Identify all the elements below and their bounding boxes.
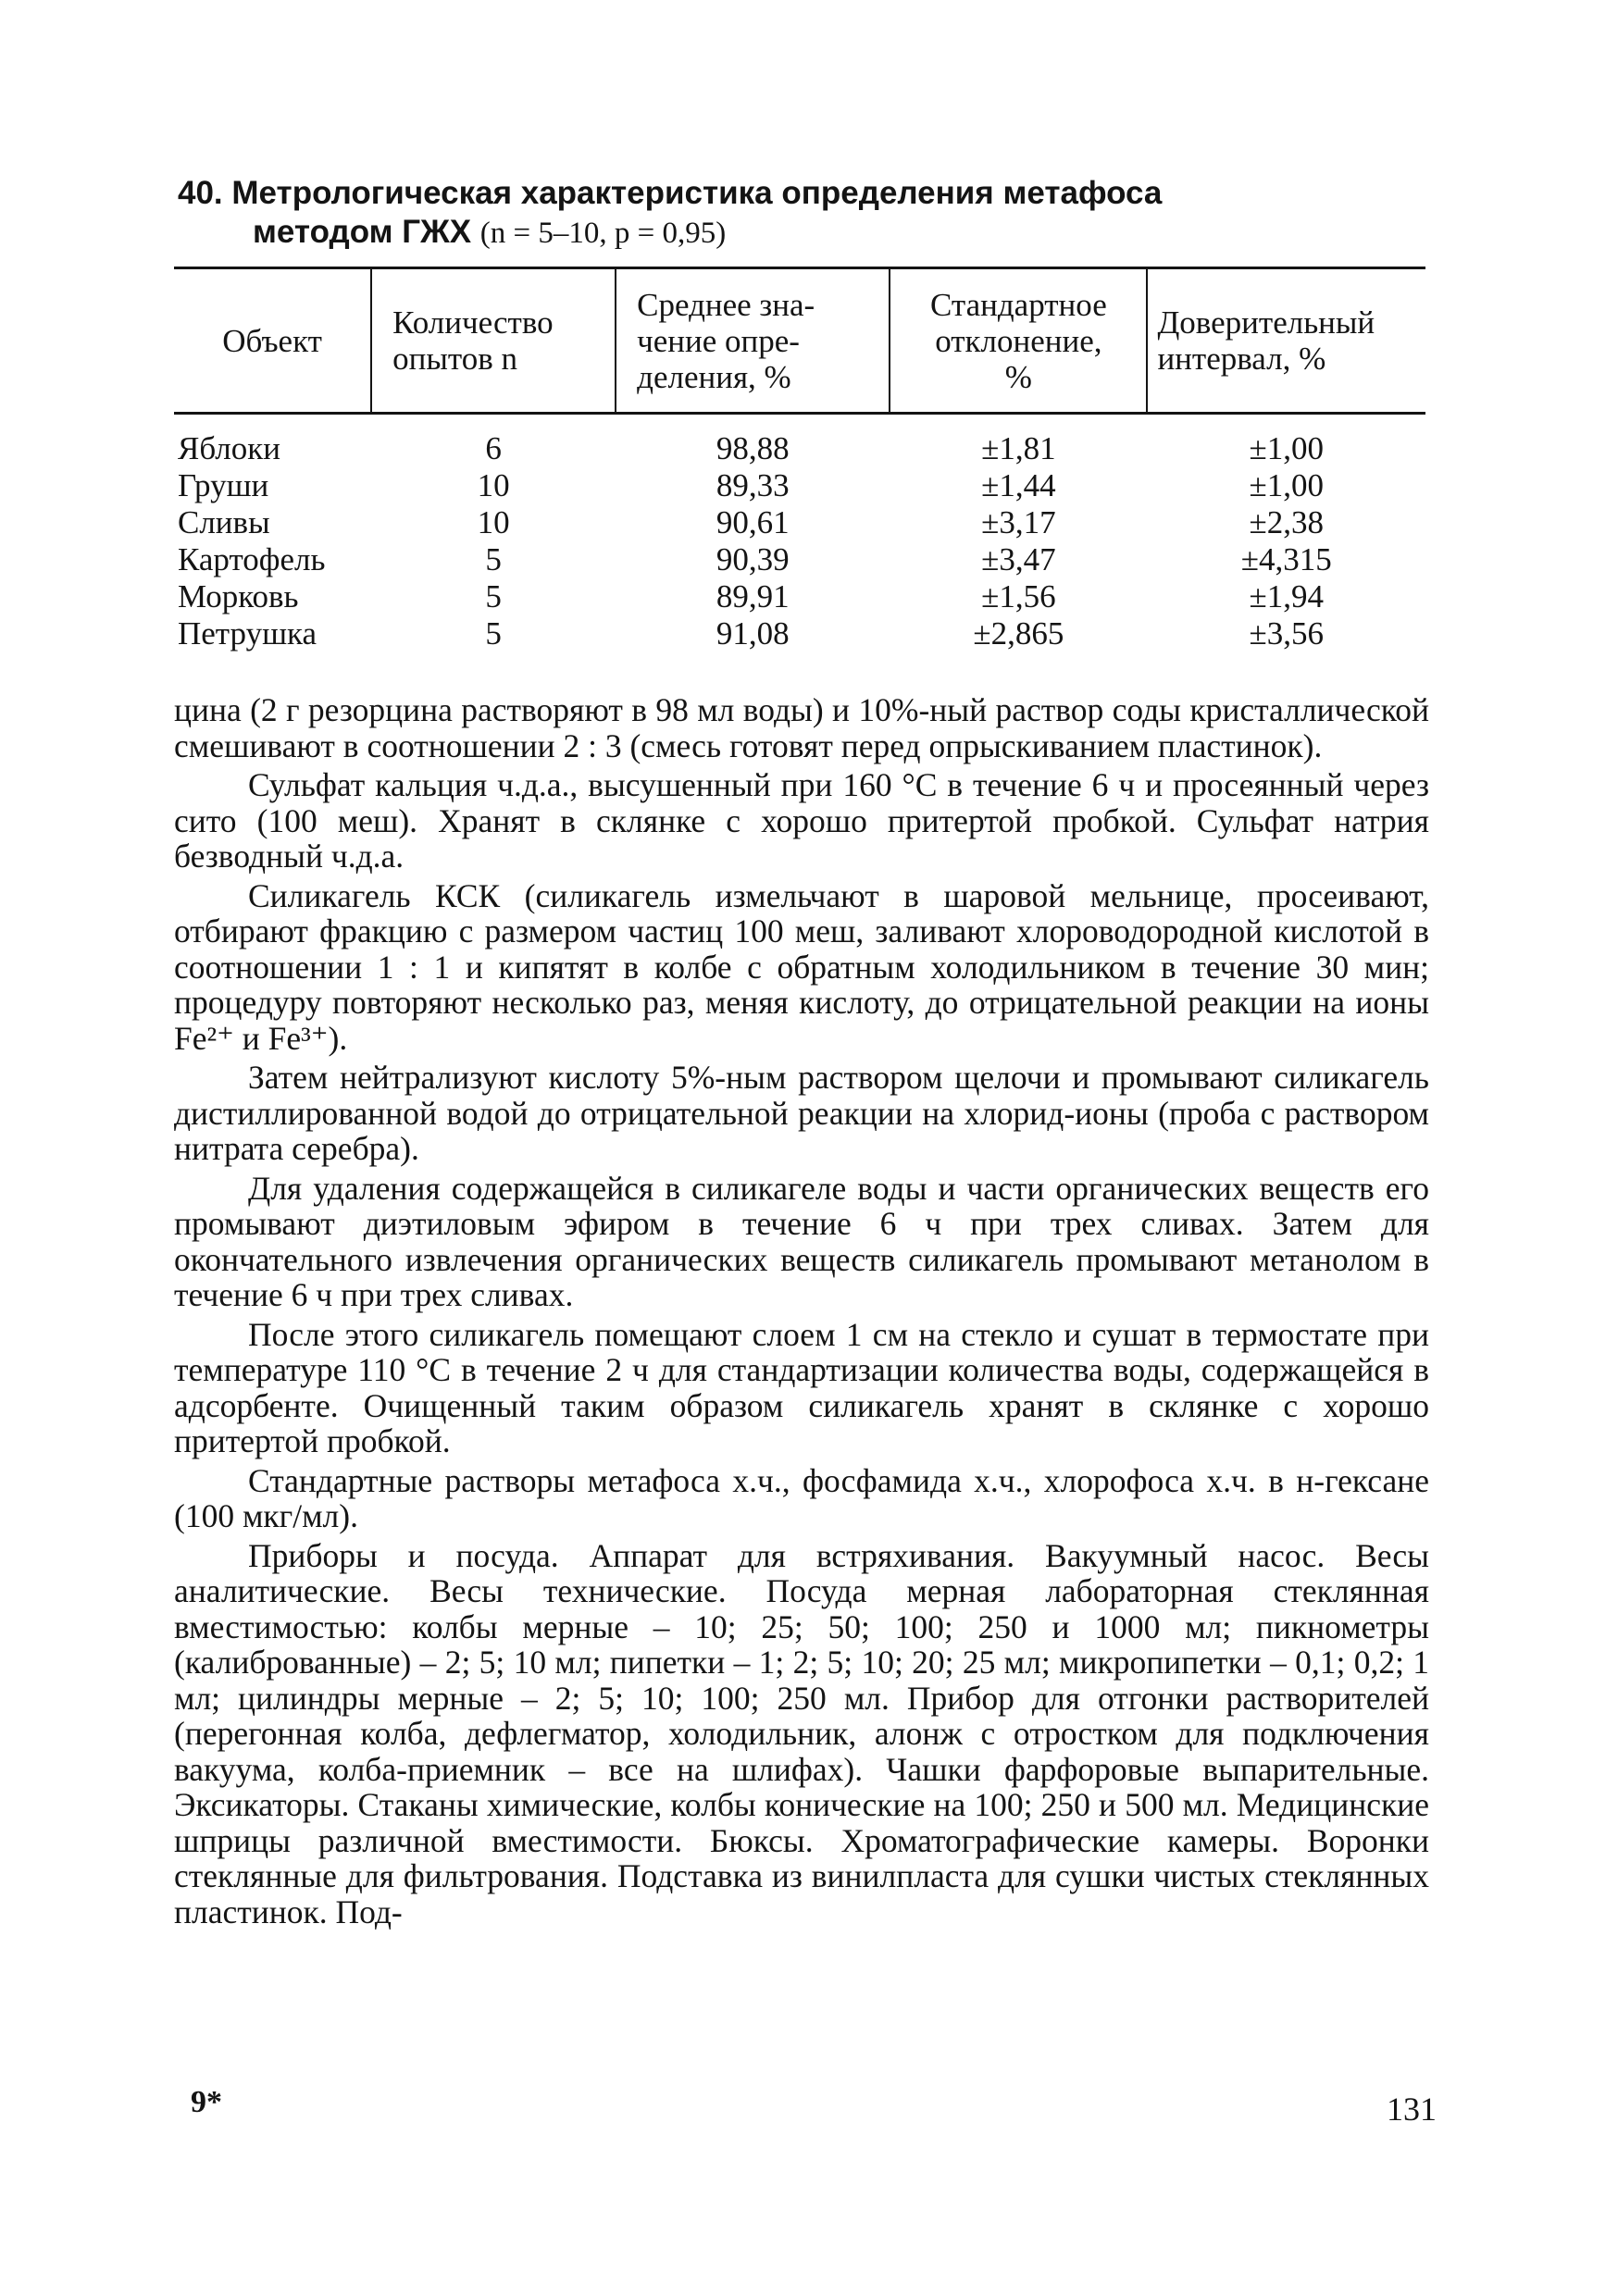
cell-count: 10 [477,467,510,503]
table-number: 40. [178,175,223,211]
cell-count: 5 [485,578,502,614]
cell-object: Морковь [178,578,299,614]
cell-mean: 89,91 [716,578,790,614]
cell-object: Яблоки [178,430,280,466]
header-confidence: Доверительный интервал, % [1147,268,1425,414]
cell-confidence: ±4,315 [1240,541,1332,577]
cell-std-dev: ±3,47 [981,541,1056,577]
table-row [174,503,1425,540]
table-title-line2: методом ГЖХ [253,214,472,250]
cell-count: 6 [485,430,502,466]
table-caption [178,174,1446,253]
cell-std-dev: ±1,56 [981,578,1056,614]
table-row [174,614,1425,652]
table-row [174,577,1425,614]
header-mean: Среднее зна- чение опре- деления, % [616,268,890,414]
paragraph-drying: После этого силикагель помещают слоем 1 см на стекло и сушат в термостате при температуре 110 °С в течение 2 ч для стандартизации количества воды, содержащейся в адсорбенте. Очищенный таким образом силикагель хранят в склянке с хорошо притертой пробкой. [174,1315,1429,1459]
body-text [174,692,1429,1930]
cell-confidence: ±3,56 [1249,615,1324,652]
table-row [174,540,1425,577]
cell-count: 5 [485,615,502,652]
header-object: Объект [222,322,322,359]
cell-mean: 91,08 [716,615,790,652]
cell-count: 5 [485,541,502,577]
cell-mean: 90,61 [716,504,790,540]
header-count: Количество опытов n [371,268,616,414]
cell-object: Груши [178,467,269,503]
table-title-params: (n = 5–10, p = 0,95) [479,217,727,250]
paragraph-silica-gel: Силикагель КСК (силикагель измельчают в шаровой мельнице, просеивают, отбирают фракцию с размером частиц 100 меш, заливают хлороводородной кислотой в соотношении 1 : 1 и кипятят в колбе с обратным холодильником в течение 30 мин; процедуру повторяют несколько раз, меняя кислоту, до отрицательной реакции на ионы Fe²⁺ и Fe³⁺). [174,876,1429,1057]
page-number: 131 [1387,2091,1437,2128]
paragraph-continuation: цина (2 г резорцина растворяют в 98 мл воды) и 10%-ный раствор соды кристаллической смешивают в соотношении 2 : 3 (смесь готовят перед опрыскиванием пластинок). [174,691,1429,764]
cell-std-dev: ±2,865 [973,615,1064,652]
header-std-dev: Стандартное отклонение, % [890,268,1147,414]
cell-count: 10 [477,504,510,540]
table-title-line2-wrap [178,213,1446,253]
paragraph-neutralization: Затем нейтрализуют кислоту 5%-ным раствором щелочи и промывают силикагель дистиллированной водой до отрицательной реакции на хлорид-ионы (проба с раствором нитрата серебра). [174,1059,1429,1167]
cell-std-dev: ±1,81 [981,430,1056,466]
table-header-row [174,268,1425,414]
cell-mean: 90,39 [716,541,790,577]
paragraph-equipment: Приборы и посуда. Аппарат для встряхивания. Вакуумный насос. Весы аналитические. Весы технические. Посуда мерная лабораторная стеклянная вместимостью: колбы мерные – 10; 25; 50; 100; 250 и 1000 мл; пикнометры (калиброванные) – 2; 5; 10 мл; пипетки – 1; 2; 5; 10; 20; 25 мл; микропипетки – 0,1; 0,2; 1 мл; цилиндры мерные – 2; 5; 10; 100; 250 мл. Прибор для отгонки растворителей (перегонная колба, дефлегматор, холодильник, алонж с отростком для подключения вакуума, колба-приемник – все на шлифах). Чашки фарфоровые выпарительные. Эксикаторы. Стаканы химические, колбы конические на 100; 250 и 500 мл. Медицинские шприцы различной вместимости. Бюксы. Хроматографические камеры. Воронки стеклянные для фильтрования. Подставка из винилпласта для сушки чистых стеклянных пластинок. Под- [174,1536,1429,1930]
paragraph-standard-solutions: Стандартные растворы метафоса х.ч., фосфамида х.ч., хлорофоса х.ч. в н-гексане (100 мкг/мл). [174,1461,1429,1534]
table-row [174,466,1425,503]
paragraph-water-removal: Для удаления содержащейся в силикагеле воды и части органических веществ его промывают диэтиловым эфиром в течение 6 ч при трех сливах. Затем для окончательного извлечения органических веществ силикагель промывают метанолом в течение 6 ч при трех сливах. [174,1169,1429,1313]
cell-std-dev: ±3,17 [981,504,1056,540]
cell-confidence: ±1,00 [1249,467,1324,503]
cell-object: Петрушка [178,615,317,652]
signature-mark: 9* [191,2085,222,2119]
cell-mean: 89,33 [716,467,790,503]
paragraph-calcium-sulfate: Сульфат кальция ч.д.а., высушенный при 160 °С в течение 6 ч и просеянный через сито (100 меш). Хранят в склянке с хорошо притертой пробкой. Сульфат натрия безводный ч.д.а. [174,766,1429,875]
cell-confidence: ±1,94 [1249,578,1324,614]
cell-object: Картофель [178,541,326,577]
table-title-line1: Метрологическая характеристика определения метафоса [231,175,1163,211]
cell-mean: 98,88 [716,430,790,466]
cell-object: Сливы [178,504,270,540]
table-row [174,414,1425,467]
cell-confidence: ±1,00 [1249,430,1324,466]
metrology-table [174,267,1425,652]
cell-confidence: ±2,38 [1249,504,1324,540]
cell-std-dev: ±1,44 [981,467,1056,503]
